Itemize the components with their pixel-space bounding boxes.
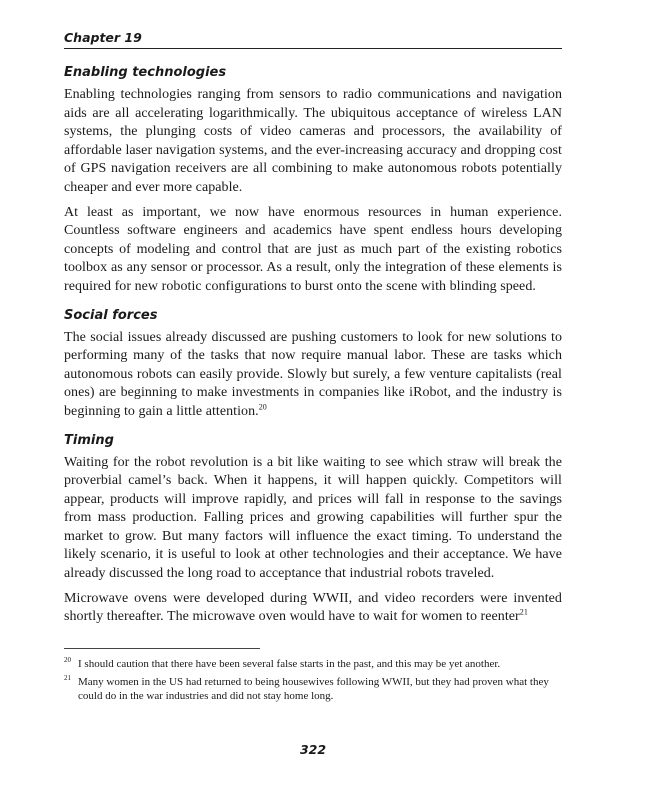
paragraph-enabling-1: Enabling technologies ranging from sensors to radio communications and navigation aids are all accelerating logarithmically. The ubiquitous acceptance of wireless LAN systems, the plunging costs of video cameras and processors, the availability of affordable laser navigation systems, and the ever-increasing accuracy and dropping cost of GPS navigation receivers are all combining to make autonomous robots potentially cheaper and ever more capable. xyxy=(64,87,562,195)
section-heading-timing: Timing xyxy=(64,432,114,448)
paragraph-timing-1: Waiting for the robot revolution is a bit like waiting to see which straw will break the proverbial camel’s back. When it happens, it will happen quickly. Competitors will appear, products will improve rapidly, and prices will fall in response to the savings from mass production. Falling prices and growing capabilities will further spur the market to grow. But many factors will influence the exact timing. To understand the likely scenario, it is useful to look at other technologies and their acceptance. We have already discussed the long road to acceptance that industrial robots traveled. xyxy=(64,454,562,582)
footnote-21: 21 Many women in the US had returned to being housewives following WWII, but they had proven what they could do in the war industries and did not stay home long. xyxy=(64,674,549,702)
page-number: 322 xyxy=(299,742,327,757)
paragraph-enabling-2: At least as important, we now have enormous resources in human experience. Countless software engineers and academics have spent endless hours developing concepts of modeling and control that are just as much part of the existing robotics toolbox as any sensor or processor. As a result, only the integration of these elements is required for new robotic configurations to burst onto the scene with blinding speed. xyxy=(64,204,562,294)
footnote-divider xyxy=(64,648,260,649)
chapter-running-head: Chapter 19 xyxy=(64,30,562,49)
footnote-ref-21[interactable]: 21 xyxy=(519,607,528,617)
section-heading-social-forces: Social forces xyxy=(64,307,158,323)
paragraph-timing-2-text: Microwave ovens were developed during WWII, and video recorders were invented shortly thereafter. The microwave oven would have to wait for women to reenter xyxy=(64,590,562,625)
paragraph-social-1 xyxy=(64,329,562,422)
paragraph-timing-2 xyxy=(64,590,562,627)
footnote-ref-20[interactable]: 20 xyxy=(258,402,267,412)
footnote-20: 20 I should caution that there have been several false starts in the past, and this may be yet another. xyxy=(64,656,501,670)
footnotes-area xyxy=(64,648,562,707)
book-page xyxy=(64,30,562,790)
footnote-text: I should caution that there have been several false starts in the past, and this may be yet another. xyxy=(78,658,501,670)
paragraph-social-1-text: The social issues already discussed are pushing customers to look for new solutions to performing many of the tasks that now require manual labor. These are tasks which autonomous robots can easily provide. Slowly but surely, a few venture capitalists (real ones) are beginning to make investments in companies like iRobot, and the industry is beginning to gain a little attention. xyxy=(64,329,562,419)
section-heading-enabling-technologies: Enabling technologies xyxy=(64,65,227,80)
footnote-text: Many women in the US had returned to being housewives following WWII, but they had proven what they could do in the war industries and did not stay home long. xyxy=(78,676,549,702)
